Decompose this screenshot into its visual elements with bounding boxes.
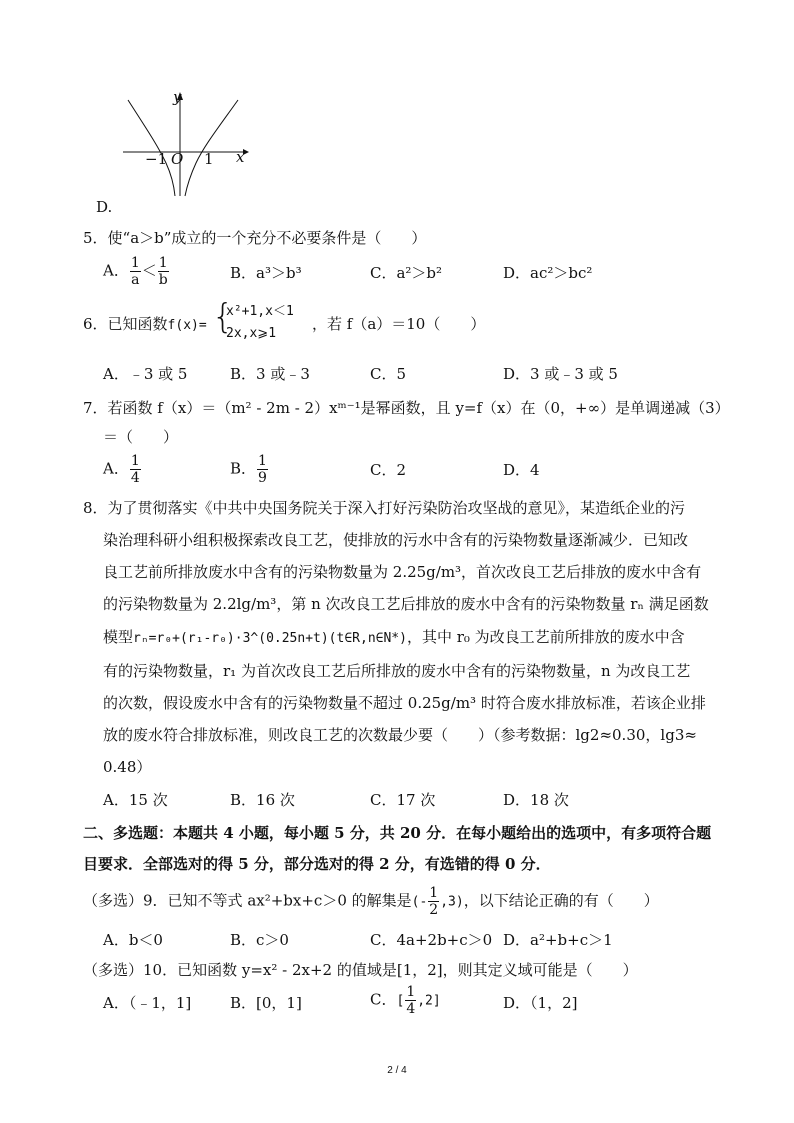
graph-tick-neg1: −1 [145,150,168,168]
function-graph [118,88,253,198]
graph-tick-1: 1 [204,150,214,168]
q5-option-b: B．a³＞b³ [230,264,302,282]
q8-line1: 8．为了贯彻落实《中共中央国务院关于深入打好污染防治攻坚战的意见》，某造纸企业的污 [83,499,686,517]
q8-option-c: C．17 次 [370,791,436,809]
q9-option-b: B．c＞0 [230,931,289,949]
q7-option-a: A． $\frac{1}{4}$ [103,453,140,486]
q6-case-1: x²+1,x＜1 [226,304,294,319]
q8-option-d: D．18 次 [503,791,569,809]
q8-option-a: A．15 次 [103,791,168,809]
q6-stem: 6．已知函数f(x)= [83,315,207,333]
q8-model-formula: rₙ=r₀+(r₁-r₀)·3^(0.25n+t)(t∈R,n∈N*) [133,631,407,646]
q6-brace: { [212,297,234,337]
q7-stem-line1: 7．若函数 f（x）＝（m² ‑ 2m ‑ 2）xᵐ⁻¹是幂函数，且 y=f（x）在（0，+∞）是单调递减（3） [83,399,730,417]
q7-option-c: C．2 [370,461,407,479]
q9-option-c: C．4a+2b+c＞0 [370,931,493,949]
q8-line6: 有的污染物数量，r₁ 为首次改良工艺后所排放的废水中含有的污染物数量，n 为改良工艺 [103,662,691,680]
q6-case-2: 2x,x⩾1 [226,326,277,341]
q6-option-c: C．5 [370,365,407,383]
q5-stem: 5．使“a＞b”成立的一个充分不必要条件是（ ） [83,229,427,247]
q8-line4: 的污染物数量为 2.2lg/m³，第 n 次改良工艺后排放的废水中含有的污染物数量 rₙ 满足函数 [103,595,709,613]
q7-option-d: D．4 [503,461,540,479]
q5-option-a: A． $\frac{1}{a}$ ＜ $\frac{1}{b}$ [103,255,168,288]
option-d-label: D. [96,198,113,216]
page-number: 2 / 4 [387,1065,407,1076]
q5-option-c: C．a²＞b² [370,264,443,282]
q8-line8: 放的废水符合排放标准，则改良工艺的次数最少要（ ）（参考数据：lg2≈0.30，lg3≈ [103,726,697,744]
q5-option-d: D．ac²＞bc² [503,264,593,282]
q6-option-b: B．3 或﹣3 [230,365,310,383]
graph-y-label: y [173,88,182,106]
q10-option-a: A．（﹣1，1] [103,994,192,1012]
q7-option-b: B． $\frac{1}{9}$ [230,453,267,486]
q6-suffix: ，若 f（a）＝10（ ） [312,315,486,333]
q10-option-d: D．（1，2] [503,994,578,1012]
q9-option-a: A．b＜0 [103,931,163,949]
q8-option-b: B．16 次 [230,791,295,809]
q9-option-d: D．a²+b+c＞1 [503,931,613,949]
q8-line7: 的次数，假设废水中含有的污染物数量不超过 0.25g/m³ 时符合废水排放标准，若该企业排 [103,694,706,712]
q7-stem-line2: ＝（ ） [103,428,179,446]
q10-option-c: C．[ $\frac{1}{4}$ ,2] [370,984,441,1017]
q8-line9: 0.48） [103,758,152,776]
q8-line2: 染治理科研小组积极探索改良工艺，使排放的污水中含有的污染物数量逐渐减少．已知改 [103,531,689,549]
q10-option-b: B．[0，1] [230,994,302,1012]
q6-option-d: D．3 或﹣3 或 5 [503,365,618,383]
graph-origin-label: O [171,150,184,168]
section2-heading-line2: 目要求．全部选对的得 5 分，部分选对的得 2 分，有选错的得 0 分． [83,855,551,873]
q8-line3: 良工艺前所排放废水中含有的污染物数量为 2.25g/m³，首次改良工艺后排放的废水中含有 [103,563,702,581]
section2-heading-line1: 二、多选题：本题共 4 小题，每小题 5 分，共 20 分．在每小题给出的选项中，有多项符合题 [83,824,712,842]
graph-x-label: x [236,148,245,166]
q10-stem: （多选）10．已知函数 y=x² ‑ 2x+2 的值域是[1，2]，则其定义域可能是（ ） [83,961,638,979]
q8-line5: 模型rₙ=r₀+(r₁-r₀)·3^(0.25n+t)(t∈R,n∈N*)，其中 r₀ 为改良工艺前所排放的废水中含 [103,628,685,646]
q6-option-a: A．﹣3 或 5 [103,365,188,383]
q9-stem: （多选）9．已知不等式 ax²+bx+c＞0 的解集是(- $\frac{1}{2}$ ,3)，以下结论正确的有（ ） [83,885,659,918]
